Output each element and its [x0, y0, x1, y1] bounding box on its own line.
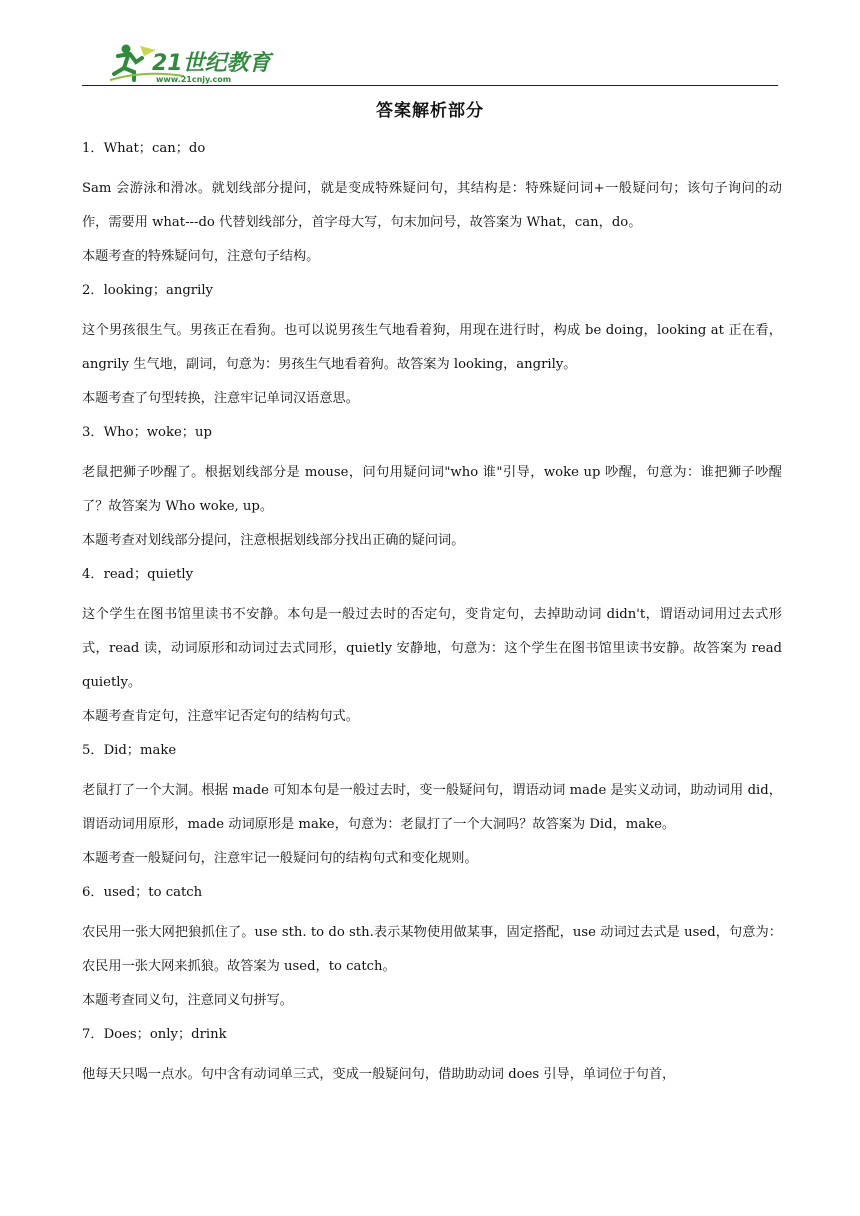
answer-note: 本题考查对划线部分提问，注意根据划线部分找出正确的疑问词。: [82, 533, 465, 548]
answer-heading: 1．What；can；do: [82, 141, 206, 156]
page-title: 答案解析部分: [376, 101, 484, 121]
header-divider: [82, 85, 778, 86]
answer-heading: 6．used；to catch: [82, 885, 203, 900]
answer-heading: 7．Does；only；drink: [82, 1027, 227, 1042]
answer-heading: 4．read；quietly: [82, 567, 194, 582]
answer-explanation: 这个男孩很生气。男孩正在看狗。也可以说男孩生气地看着狗，用现在进行时，构成 be doing，looking at 正在看，angrily 生气地，副词，句意为：男孩生气地看着狗。故答案为 looking，angrily。: [82, 323, 782, 372]
answer-heading: 5．Did；make: [82, 743, 177, 758]
logo-text: 21世纪教育: [152, 51, 271, 76]
page-header: [82, 36, 778, 88]
answer-item: [82, 138, 782, 268]
answer-item: [82, 1024, 782, 1092]
answer-explanation: 老鼠把狮子吵醒了。根据划线部分是 mouse，问句用疑问词"who 谁"引导，woke up 吵醒，句意为：谁把狮子吵醒了？故答案为 Who woke, up。: [82, 465, 782, 514]
answer-explanation: 这个学生在图书馆里读书不安静。本句是一般过去时的否定句，变肯定句，去掉助动词 didn't，谓语动词用过去式形式，read 读，动词原形和动词过去式同形，quietly 安静地，句意为：这个学生在图书馆里读书安静。故答案为 read quietly。: [82, 607, 782, 690]
answer-item: [82, 882, 782, 1012]
answer-note: 本题考查了句型转换，注意牢记单词汉语意思。: [82, 391, 359, 406]
answer-note: 本题考查肯定句，注意牢记否定句的结构句式。: [82, 709, 359, 724]
answer-item: [82, 422, 782, 552]
logo-21cnjy-icon: [104, 40, 294, 86]
answer-item: [82, 564, 782, 728]
answer-note: 本题考查同义句，注意同义句拼写。: [82, 993, 293, 1008]
logo-url: www.21cnjy.com: [156, 75, 232, 84]
answer-item: [82, 280, 782, 410]
answer-list: [82, 138, 782, 1092]
answer-item: [82, 740, 782, 870]
answer-explanation: 他每天只喝一点水。句中含有动词单三式，变成一般疑问句，借助助动词 does 引导，单词位于句首，: [82, 1067, 676, 1082]
answer-heading: 2．looking；angrily: [82, 283, 213, 298]
answer-explanation: 老鼠打了一个大洞。根据 made 可知本句是一般过去时，变一般疑问句，谓语动词 made 是实义动词，助动词用 did，谓语动词用原形，made 动词原形是 make，句意为：老鼠打了一个大洞吗？故答案为 Did，make。: [82, 783, 782, 832]
answer-note: 本题考查一般疑问句，注意牢记一般疑问句的结构句式和变化规则。: [82, 851, 478, 866]
answer-explanation: 农民用一张大网把狼抓住了。use sth. to do sth.表示某物使用做某事，固定搭配，use 动词过去式是 used，句意为：农民用一张大网来抓狼。故答案为 used，to catch。: [82, 925, 782, 974]
answer-explanation: Sam 会游泳和滑冰。就划线部分提问，就是变成特殊疑问句，其结构是：特殊疑问词+一般疑问句；该句子询问的动作，需要用 what---do 代替划线部分，首字母大写，句末加问号，故答案为 What，can，do。: [82, 181, 782, 230]
answer-note: 本题考查的特殊疑问句，注意句子结构。: [82, 249, 320, 264]
answer-heading: 3．Who；woke；up: [82, 425, 212, 440]
